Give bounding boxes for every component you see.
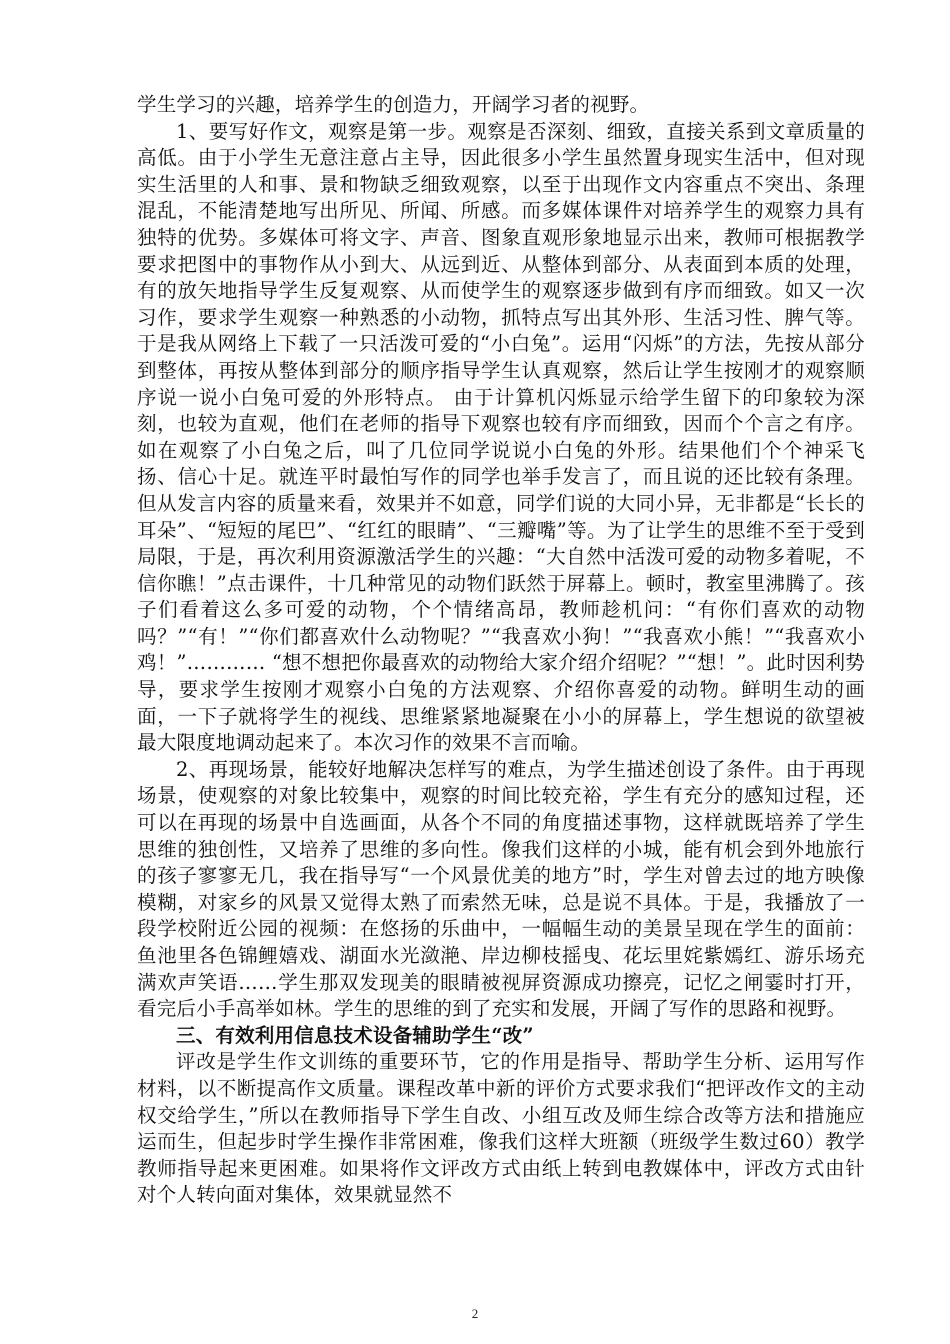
- paragraph-opening: 学生学习的兴趣，培养学生的创造力，开阔学习者的视野。: [137, 93, 650, 116]
- paragraph-observation: 1、要写好作文，观察是第一步。观察是否深刻、细致，直接关系到文章质量的高低。由于小学生无意注意占主导，因此很多小学生虽然置身现实生活中，但对现实生活里的人和事、景和物缺乏细致观察，以至于出现作文内容重点不突出、条理混乱，不能清楚地写出所见、所闻、所感。而多媒体课件对培养学生的观察力具有独特的优势。多媒体可将文字、声音、图象直观形象地显示出来，教师可根据教学要求把图中的事物作从小到大、从远到近、从整体到部分、从表面到本质的处理，有的放矢地指导学生反复观察、从而使学生的观察逐步做到有序而细致。如又一次习作，要求学生观察一种熟悉的小动物，抓特点写出其外形、生活习性、脾气等。于是我从网络上下载了一只活泼可爱的“小白兔”。运用“闪烁”的方法，先按从部分到整体，再按从整体到部分的顺序指导学生认真观察，然后让学生按刚才的观察顺序说一说小白兔可爱的外形特点。 由于计算机闪烁显示给学生留下的印象较为深刻，也较为直观，他们在老师的指导下观察也较有序而细致，因而个个言之有序。如在观察了小白兔之后，叫了几位同学说说小白兔的外形。结果他们个个神采飞扬、信心十足。就连平时最怕写作的同学也举手发言了，而且说的还比较有条理。但从发言内容的质量来看，效果并不如意，同学们说的大同小异，无非都是“长长的耳朵”、“短短的尾巴”、“红红的眼睛”、“三瓣嘴”等。为了让学生的思维不至于受到局限，于是，再次利用资源激活学生的兴趣：“大自然中活泼可爱的动物多着呢，不信你瞧！”点击课件，十几种常见的动物们跃然于屏幕上。顿时，教室里沸腾了。孩子们看着这么多可爱的动物，个个情绪高昂，教师趁机问：“有你们喜欢的动物吗？”“有！”“你们都喜欢什么动物呢？”“我喜欢小狗！”“我喜欢小熊！”“我喜欢小鸡！”………… “想不想把你最喜欢的动物给大家介绍介绍呢？”“想！”。此时因利势导，要求学生按刚才观察小白兔的方法观察、介绍你喜爱的动物。鲜明生动的画面，一下子就将学生的视线、思维紧紧地凝聚在小小的屏幕上，学生想说的欲望被最大限度地调动起来了。本次习作的效果不言而喻。: [137, 119, 865, 755]
- paragraph-revision: 评改是学生作文训练的重要环节，它的作用是指导、帮助学生分析、运用写作材料，以不断提高作文质量。课程改革中新的评价方式要求我们“把评改作文的主动权交给学生，”所以在教师指导下学生自改、小组互改及师生综合改等方法和措施应运而生，但起步时学生操作非常困难，像我们这样大班额（班级学生数过60）教学教师指导起来更困难。如果将作文评改方式由纸上转到电教媒体中，评改方式由针对个人转向面对集体，效果就显然不: [137, 1050, 865, 1207]
- paragraph-scene-recreation: 2、再现场景，能较好地解决怎样写的难点，为学生描述创设了条件。由于再现场景，使观察的对象比较集中，观察的时间比较充裕，学生有充分的感知过程，还可以在再现的场景中自选画面，从各个不同的角度描述事物，这样就既培养了学生思维的独创性，又培养了思维的多向性。像我们这样的小城，能有机会到外地旅行的孩子寥寥无几，我在指导写“一个风景优美的地方”时，学生对曾去过的地方映像模糊，对家乡的风景又觉得太熟了而索然无味，总是说不具体。于是，我播放了一段学校附近公园的视频：在悠扬的乐曲中，一幅幅生动的美景呈现在学生的面前：鱼池里各色锦鲤嬉戏、湖面水光潋滟、岸边柳枝摇曳、花坛里姹紫嫣红、游乐场充满欢声笑语……学生那双发现美的眼睛被视屏资源成功擦亮，记忆之闸霎时打开，看完后小手高举如林。学生的思维的到了充实和发展，开阔了写作的思路和视野。: [137, 757, 865, 1021]
- page-number: 2: [471, 1306, 479, 1321]
- section-heading: 三、有效利用信息技术设备辅助学生“改”: [176, 1023, 534, 1047]
- document-body: [137, 92, 865, 1209]
